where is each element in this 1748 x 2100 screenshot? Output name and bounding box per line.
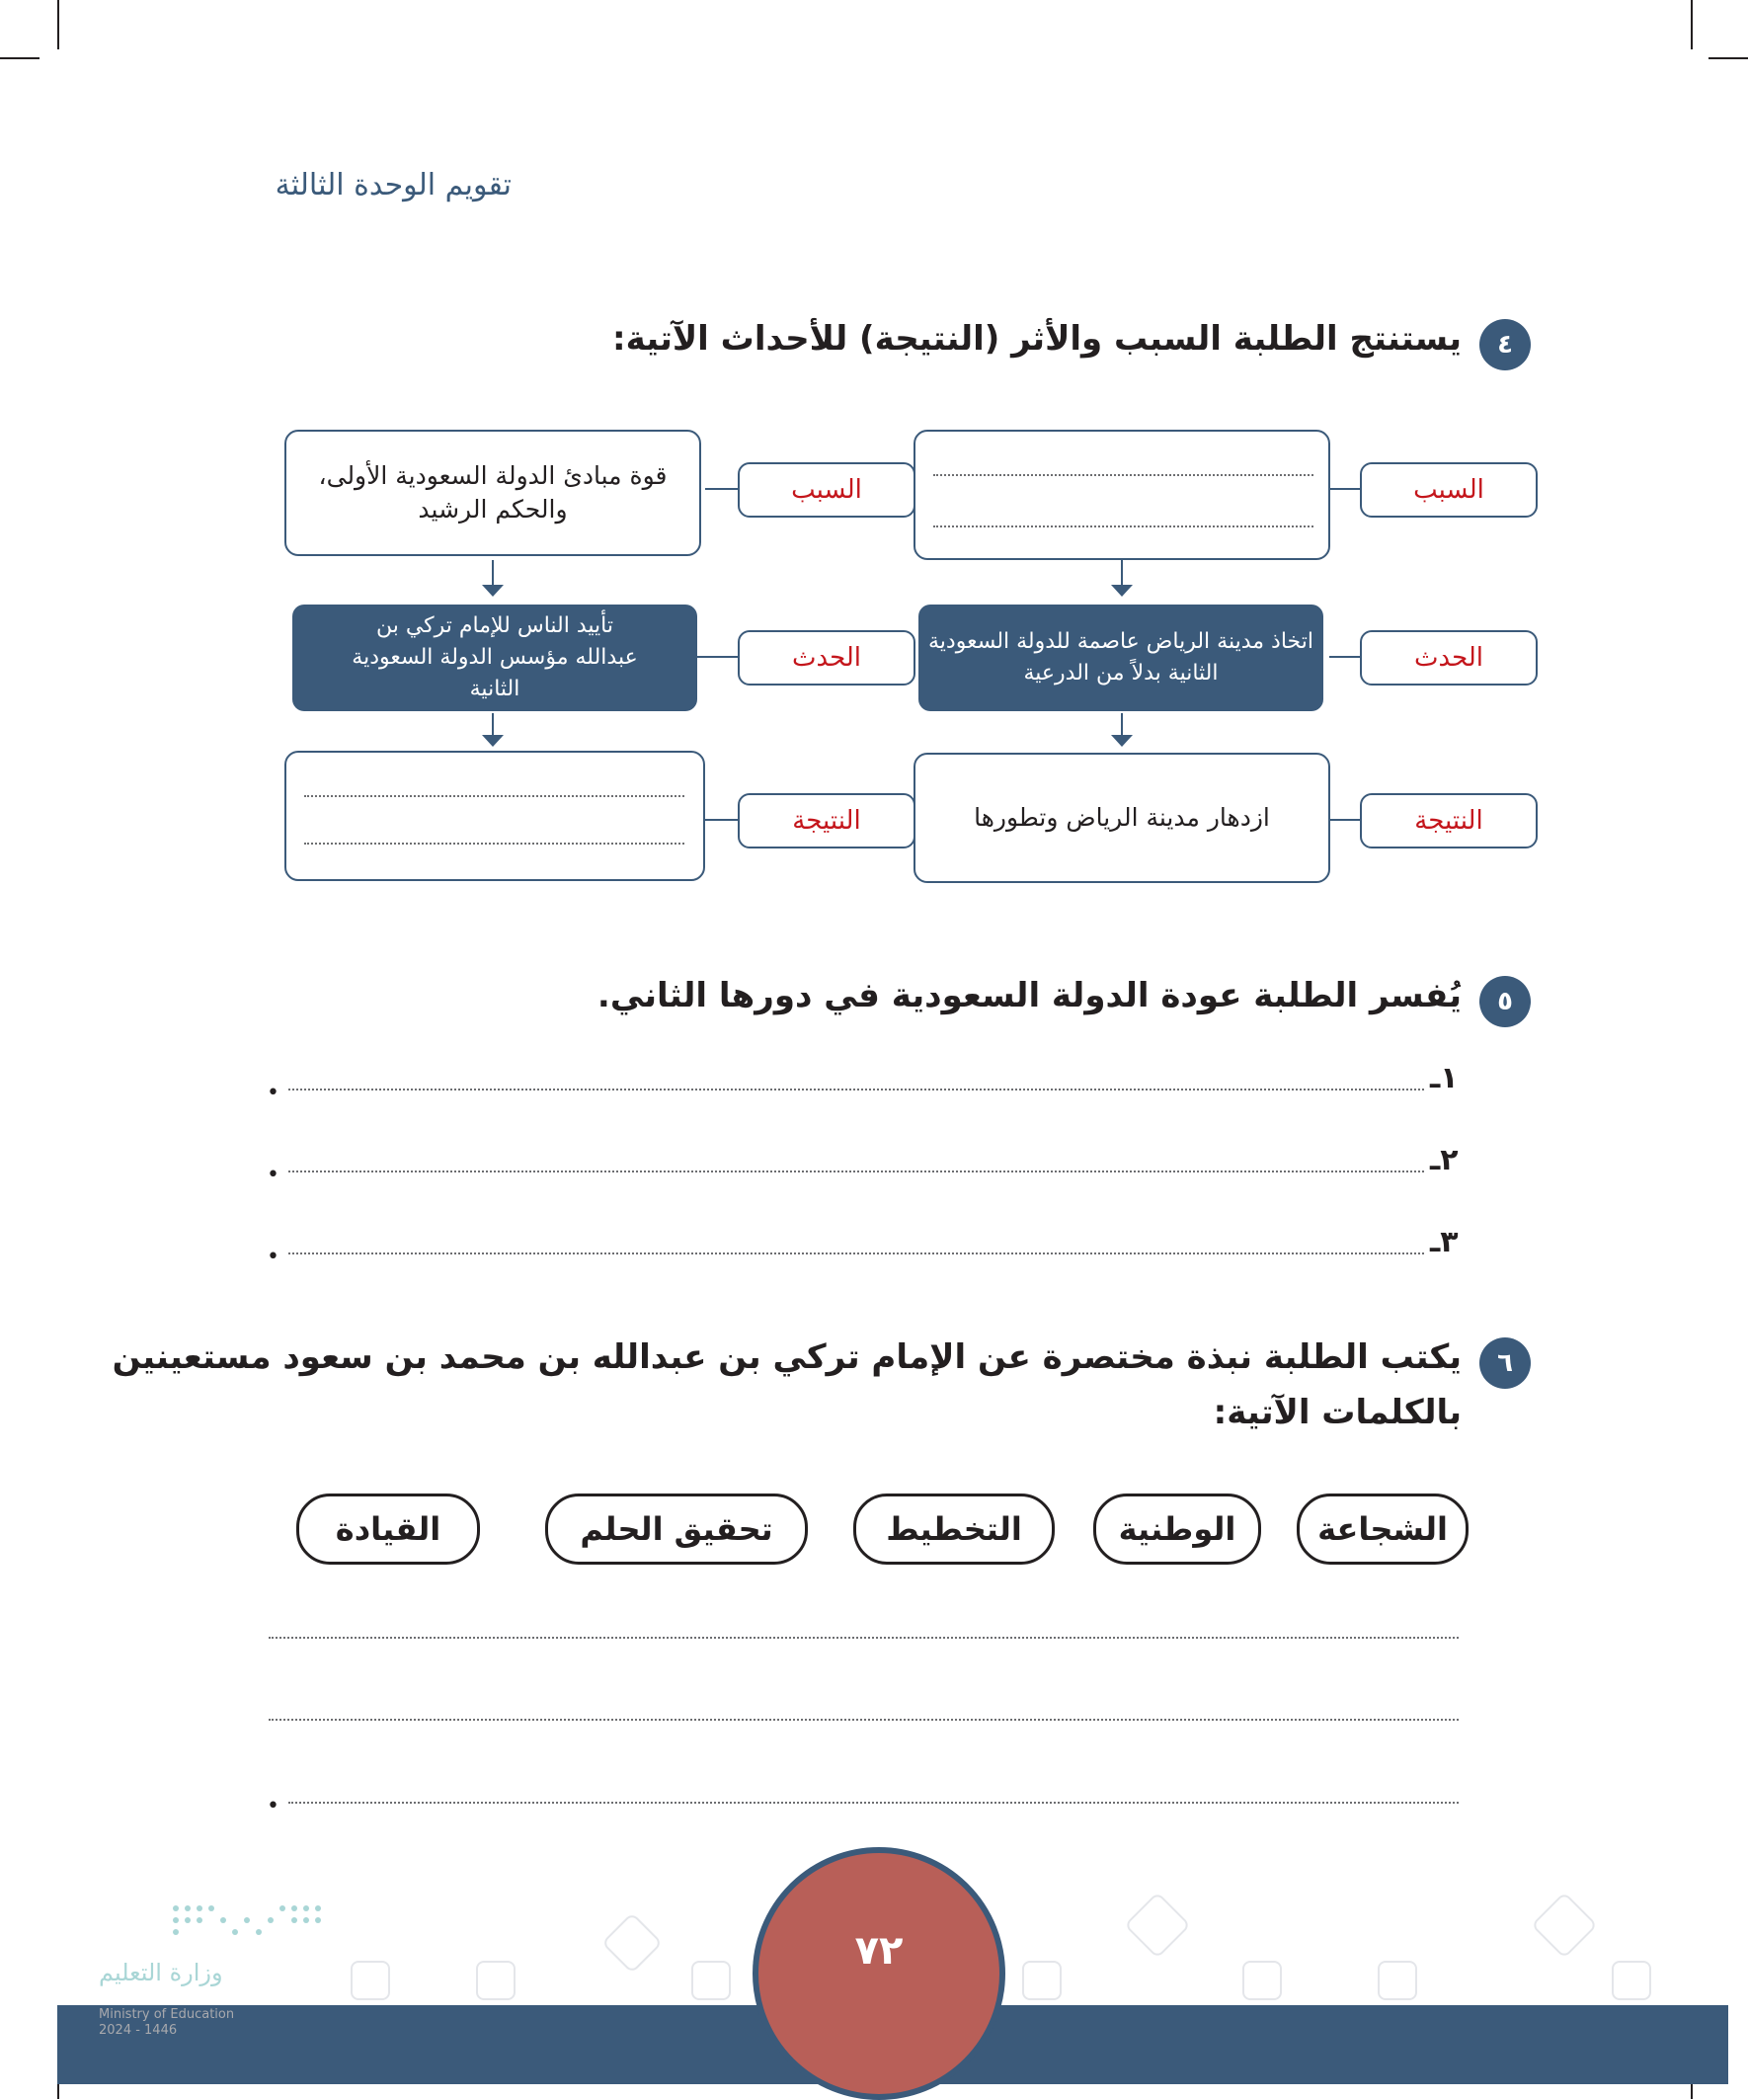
line-end-dot: •: [267, 1794, 279, 1818]
page-number: ٧٢: [854, 1928, 904, 1974]
decorative-square: [691, 1961, 731, 2000]
cause-answer-box[interactable]: [914, 430, 1330, 560]
keyword-pill: الشجاعة: [1297, 1494, 1469, 1565]
answer-line: [933, 474, 1313, 476]
answer-number: ١ـ: [1430, 1061, 1459, 1095]
down-arrow-icon: [482, 735, 504, 747]
answer-line[interactable]: [269, 1719, 1459, 1721]
answer-line[interactable]: [288, 1171, 1424, 1172]
down-arrow-icon: [1111, 585, 1133, 597]
connector-line: [1329, 656, 1361, 658]
event-label: الحدث: [738, 630, 915, 686]
event-text: تأييد الناس للإمام تركي بن عبدالله مؤسس الدولة السعودية الثانية: [352, 613, 638, 701]
crop-mark: [1708, 57, 1748, 59]
result-box: [914, 753, 1330, 883]
crop-mark: [1691, 0, 1693, 49]
decorative-square: [476, 1961, 516, 2000]
event-label: الحدث: [1360, 630, 1538, 686]
answer-line: [304, 795, 684, 797]
answer-number: ٢ـ: [1430, 1143, 1459, 1177]
line-end-dot: •: [267, 1081, 279, 1105]
result-answer-box[interactable]: [284, 751, 705, 881]
event-box: [292, 605, 697, 711]
keyword-pill: القيادة: [296, 1494, 480, 1565]
connector-line: [1329, 819, 1361, 821]
connector-line: [705, 819, 739, 821]
cause-label: السبب: [738, 462, 915, 518]
answer-line[interactable]: [269, 1637, 1459, 1639]
edition-year: 2024 - 1446: [99, 2023, 178, 2038]
answer-line: [304, 843, 684, 845]
decorative-square: [1612, 1961, 1651, 2000]
cause-label: السبب: [1360, 462, 1538, 518]
cause-box: [284, 430, 701, 556]
cause-text: قوة مبادئ الدولة السعودية الأولى، والحكم الرشيد: [318, 461, 668, 524]
question-5-text: يُفسر الطلبة عودة الدولة السعودية في دورها الثاني.: [596, 976, 1462, 1015]
answer-line: [933, 525, 1313, 527]
result-label: النتيجة: [738, 793, 915, 848]
keyword-pill: التخطيط: [853, 1494, 1055, 1565]
event-box: [918, 605, 1323, 711]
event-text: اتخاذ مدينة الرياض عاصمة للدولة السعودية الثانية بدلاً من الدرعية: [928, 629, 1313, 686]
question-6-text-line2: بالكلمات الآتية:: [1213, 1393, 1462, 1432]
unit-title: تقويم الوحدة الثالثة: [275, 168, 512, 202]
result-label: النتيجة: [1360, 793, 1538, 848]
ministry-name: وزارة التعليم: [99, 1959, 223, 1986]
line-end-dot: •: [267, 1245, 279, 1269]
decorative-square: [1378, 1961, 1417, 2000]
connector-line: [1329, 488, 1361, 490]
crop-mark: [57, 0, 59, 49]
answer-line[interactable]: [288, 1802, 1459, 1804]
ministry-name-en: Ministry of Education: [99, 2007, 235, 2022]
decorative-square: [351, 1961, 390, 2000]
line-end-dot: •: [267, 1163, 279, 1187]
page-number-circle: [753, 1847, 1005, 2100]
connector-line: [705, 488, 739, 490]
question-number-badge: ٤: [1479, 319, 1531, 370]
question-number-badge: ٥: [1479, 976, 1531, 1027]
decorative-square: [1022, 1961, 1062, 2000]
question-number-badge: ٦: [1479, 1337, 1531, 1389]
decorative-square: [1242, 1961, 1282, 2000]
question-4-text: يستنتج الطلبة السبب والأثر (النتيجة) للأحداث الآتية:: [612, 319, 1462, 359]
answer-line[interactable]: [288, 1089, 1424, 1090]
ministry-logo-icon: [166, 1898, 324, 1944]
keyword-pill: تحقيق الحلم: [545, 1494, 808, 1565]
crop-mark: [0, 57, 40, 59]
keyword-pill: الوطنية: [1093, 1494, 1261, 1565]
decorative-diamond: [1124, 1892, 1191, 1959]
down-arrow-icon: [1111, 735, 1133, 747]
down-arrow-icon: [482, 585, 504, 597]
result-text: ازدهار مدينة الرياض وتطورها: [974, 803, 1270, 833]
answer-number: ٣ـ: [1430, 1225, 1459, 1259]
decorative-diamond: [1531, 1892, 1598, 1959]
connector-line: [697, 656, 739, 658]
question-6-text-line1: يكتب الطلبة نبذة مختصرة عن الإمام تركي بن عبدالله بن محمد بن سعود مستعينين: [112, 1337, 1462, 1377]
decorative-diamond: [601, 1912, 663, 1974]
answer-line[interactable]: [288, 1252, 1424, 1254]
